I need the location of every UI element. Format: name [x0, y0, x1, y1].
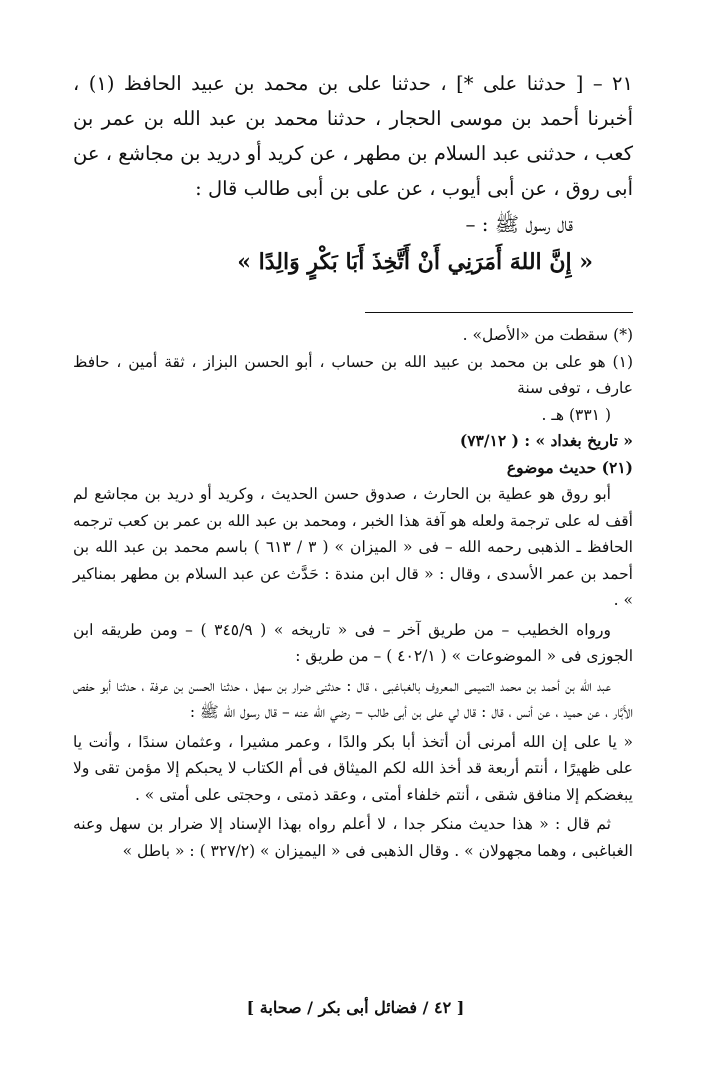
commentary-paragraph-5: ثم قال : « هذا حديث منكر جدا ، لا أعلم رواه بهذا الإسناد إلا ضرار بن سهل وعنه الغباغبى ، وهما مجهولان » . وقال الذهبى فى « اليميزان » (٣٢٧/٢ ) : « باطل » — [73, 815, 633, 860]
footnote-1-continuation: ( ٣٣١) هـ . — [541, 405, 611, 424]
star-footnote: (*) سقطت من «الأصل» . — [462, 326, 633, 344]
hadith-quote: « إِنَّ اللهَ أَمَرَنِي أَنْ أَتَّخِذَ أَبَا بَكْرٍ وَالِدًا » — [237, 249, 593, 275]
footnote-divider — [365, 312, 633, 313]
commentary-paragraph-1: أبو روق هو عطية بن الحارث ، صدوق حسن الحديث ، وكريد أو دريد بن مجاشع لم أقف له على ترجمة ولعله هو آفة هذا الخبر ، ومحمد بن عبد الله بن عمر بن كعب ترجمه الحافظ ـ الذهبى رحمه الله – فى « الميزان » ( ٣ / ٦١٣ ) باسم محمد بن عبد الله بن أحمد بن عمر الأسدى ، وقال : « قال ابن مندة : حَدَّث عن عبد السلام بن مطهر بمناكير » . — [73, 485, 633, 609]
saying-intro: قال رسول ﷺ : – — [465, 212, 573, 236]
page-footer: [ ٤٢ / فضائل أبى بكر / صحابة ] — [246, 998, 465, 1017]
commentary-paragraph-2: ورواه الخطيب – من طريق آخر – فى « تاريخه » ( ٣٤٥/٩ ) – ومن طريقه ابن الجوزى فى « الموضوعات » ( ٤٠٢/١ ) – من طريق : — [73, 620, 633, 665]
main-text — [73, 66, 633, 282]
commentary-paragraph-3: عبد الله بن أحمد بن محمد التميمى المعروف بالغباغبى ، قال : حدثنى ضرار بن سهل ، حدثنا الحسن بن عرفة ، حدثنا أبو حفص الأَبَّار ، عن حميد ، عن أنس ، قال : قال لي على بن أبى طالب – رضي الله عنه – قال رسول الله ﷺ : — [73, 676, 633, 721]
footnote-1: (١) هو على بن محمد بن عبيد الله بن حساب ، أبو الحسن البزاز ، ثقة أمين ، حافظ عارف ، توفى سنة — [73, 352, 633, 397]
footnotes — [73, 322, 633, 864]
hadith-paragraph: ٢١ – [ حدثنا على *] ، حدثنا على بن محمد بن عبيد الحافظ (١) ، أخبرنا أحمد بن موسى الحجار ، حدثنا محمد بن عبد الله بن عمر بن كعب ، حدثنى عبد السلام بن مطهر ، عن كريد أو دريد بن مجاشع ، عن أبى روق ، عن أبى أيوب ، عن على بن أبى طالب قال : — [73, 72, 633, 200]
commentary-heading: (٢١) حديث موضوع — [506, 457, 633, 477]
commentary-paragraph-4: « يا على إن الله أمرنى أن أتخذ أبا بكر والدًا ، وعمر مشيرا ، وعثمان سندًا ، وأنت يا على ظهيرًا ، أنتم أربعة قد أخذ الله لكم الميثاق فى أم الكتاب لا يحبكم إلا مؤمن تقى ولا يبغضكم إلا منافق شقى ، أنتم خلفاء أمتى ، وعقد ذمتى ، وحجتى على أمتى » . — [73, 732, 633, 804]
source-reference: « تاريخ بغداد » : ( ٧٣/١٢) — [459, 431, 633, 450]
